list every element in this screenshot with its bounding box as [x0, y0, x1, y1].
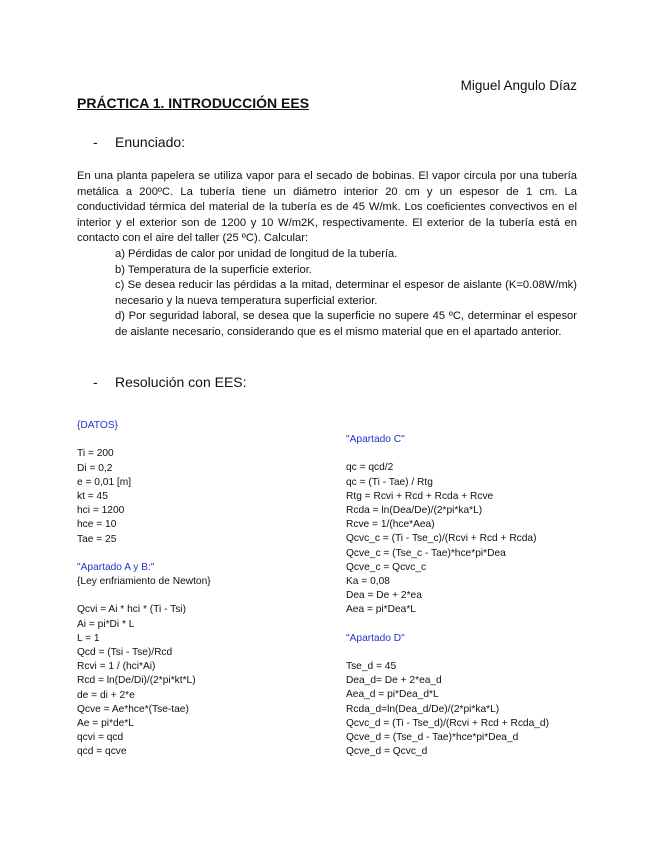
code-line: Rcd = ln(De/Di)/(2*pi*kt*L)	[77, 675, 196, 687]
code-line: Dea_d= De + 2*ea_d	[346, 675, 442, 687]
question-item: d) Por seguridad laboral, se desea que la superficie no supere 45 ºC, determinar el espesor de aislante necesario, considerando que es el mismo material que en el apartado anterior.	[115, 310, 577, 338]
ees-code-right-column	[346, 433, 549, 759]
section-heading-label: Resolución con EES:	[115, 374, 247, 390]
code-line: "Apartado A y B:"	[77, 561, 155, 573]
code-line: de = di + 2*e	[77, 689, 135, 701]
code-line: e = 0,01 [m]	[77, 476, 132, 488]
code-line: Rcvi = 1 / (hci*Ai)	[77, 661, 156, 673]
section-heading-label: Enunciado:	[115, 134, 186, 150]
code-line: qc = (Ti - Tae) / Rtg	[346, 476, 433, 488]
code-line	[346, 646, 549, 660]
code-line: Tse_d = 45	[346, 661, 397, 672]
code-line: "Apartado D"	[346, 632, 405, 644]
author-name: Miguel Angulo Díaz	[460, 78, 577, 93]
section-heading-enunciado	[93, 134, 185, 150]
code-line: Rcda = ln(Dea/De)/(2*pi*ka*L)	[346, 504, 483, 516]
bullet-dash: -	[93, 134, 98, 150]
statement-paragraph: En una planta papelera se utiliza vapor para el secado de bobinas. El vapor circula por una tubería metálica a 200ºC. La tubería tiene un diámetro interior 20 cm y un espesor de 1 cm. La conductividad térmica del material de la tubería es de 45 W/mk. Los coeficientes convectivos en el interior y el exterior son de 1200 y 10 W/m2K, respectivamente. El exterior de la tubería está en contacto con el aire del taller (25 ºC). Calcular:	[77, 170, 577, 245]
document-title: PRÁCTICA 1. INTRODUCCIÓN EES	[77, 95, 310, 111]
code-line: Qcve_c = Qcvc_c	[346, 561, 427, 573]
code-line: Rtg = Rcvi + Rcd + Rcda + Rcve	[346, 490, 494, 502]
code-line: qc = qcd/2	[346, 462, 394, 474]
code-line	[346, 617, 549, 631]
code-line: Aea_d = pi*Dea_d*L	[346, 689, 439, 701]
code-line: Ka = 0,08	[346, 575, 390, 587]
code-line: qcvi = qcd	[77, 732, 124, 744]
code-line: Ai = pi*Di * L	[77, 618, 135, 630]
code-line: Ae = pi*de*L	[77, 717, 134, 729]
code-line: L = 1	[77, 632, 100, 644]
code-line: Qcvi = Ai * hci * (Ti - Tsi)	[77, 604, 186, 616]
code-line: Di = 0,2	[77, 462, 113, 474]
code-line	[77, 433, 211, 447]
code-line: Qcvc_c = (Ti - Tse_c)/(Rcvi + Rcd + Rcda)	[346, 533, 537, 545]
code-line: {Ley enfriamiento de Newton}	[77, 576, 211, 588]
code-line: Aea = pi*Dea*L	[346, 604, 416, 616]
code-line: kt = 45	[77, 490, 108, 502]
code-line: Dea = De + 2*ea	[346, 590, 422, 602]
code-line: hce = 10	[77, 519, 117, 531]
question-list	[77, 247, 577, 341]
code-line: Qcve_c = (Tse_c - Tae)*hce*pi*Dea	[346, 547, 506, 559]
code-line: Qcd = (Tsi - Tse)/Rcd	[77, 647, 173, 658]
code-line: Ti = 200	[77, 448, 114, 460]
code-line: Tae = 25	[77, 533, 117, 545]
code-line: Qcve = Ae*hce*(Tse-tae)	[77, 703, 189, 715]
code-line	[346, 447, 549, 461]
ees-code-left-column	[77, 419, 211, 760]
bullet-dash: -	[93, 374, 98, 390]
section-heading-resolucion	[93, 374, 247, 390]
code-line: hci = 1200	[77, 505, 125, 517]
code-line: qcd = qcve	[77, 746, 127, 758]
question-item: a) Pérdidas de calor por unidad de longitud de la tubería.	[115, 247, 398, 260]
code-line: {DATOS}	[77, 420, 118, 431]
question-item: c) Se desea reducir las pérdidas a la mitad, determinar el espesor de aislante (K=0.08W/mk) necesario y la nueva temperatura superficial exterior.	[115, 279, 577, 307]
code-line	[77, 589, 211, 603]
code-line: Qcvc_d = (Ti - Tse_d)/(Rcvi + Rcd + Rcda_d)	[346, 717, 549, 729]
question-item: b) Temperatura de la superficie exterior.	[115, 263, 312, 276]
code-line: Rcda_d=ln(Dea_d/De)/(2*pi*ka*L)	[346, 703, 500, 715]
code-line: "Apartado C"	[346, 434, 405, 445]
code-line	[77, 547, 211, 561]
code-line: Qcve_d = (Tse_d - Tae)*hce*pi*Dea_d	[346, 731, 519, 743]
code-line: Rcve = 1/(hce*Aea)	[346, 519, 435, 531]
code-line: Qcve_d = Qcvc_d	[346, 746, 428, 758]
problem-statement	[77, 169, 577, 341]
